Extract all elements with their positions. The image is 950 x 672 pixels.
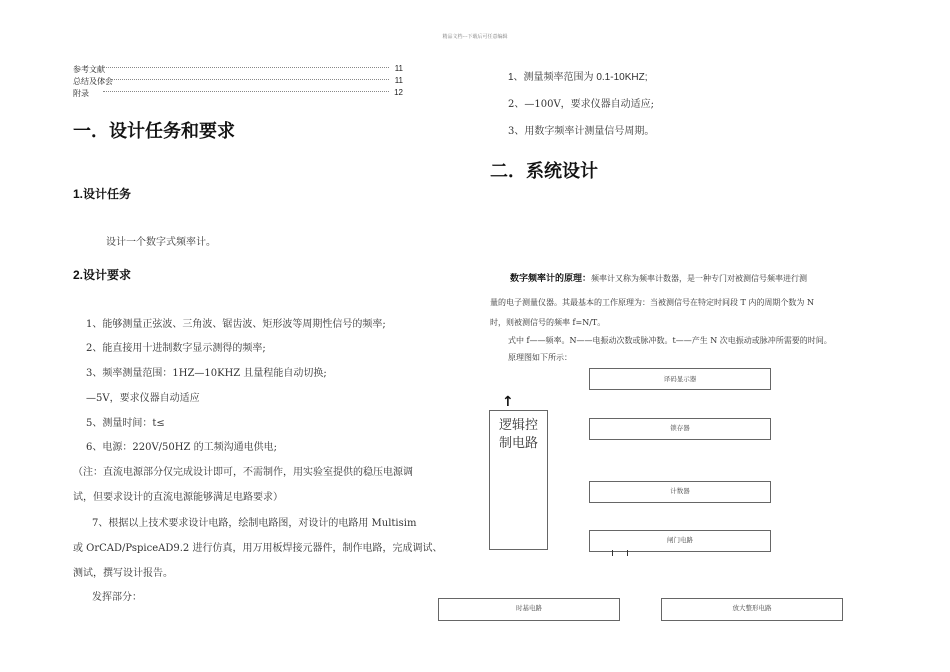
req-item-7-line-1: 7、根据以上技术要求设计电路，绘制电路图，对设计的电路用 Multisim bbox=[92, 518, 417, 529]
gate-input-line bbox=[627, 550, 628, 556]
latch-box: 锁存器 bbox=[589, 418, 771, 440]
principle-line-4: 式中 f——频率。N——电振动次数或脉冲数。t——产生 N 次电振动或脉冲所需要的时间。 bbox=[508, 336, 832, 345]
heading-design-task: 1.设计任务 bbox=[73, 187, 132, 201]
principle-line-2: 量的电子测量仪器。其最基本的工作原理为：当被测信号在特定时间段 T 内的周期个数为 N bbox=[490, 298, 814, 307]
principle-paragraph-line-1 bbox=[510, 271, 807, 284]
section-title-design-task: 一．设计任务和要求 bbox=[73, 121, 235, 142]
gate-circuit-box: 闸门电路 bbox=[589, 530, 771, 552]
toc-entry-appendix[interactable] bbox=[73, 88, 403, 99]
page-header: 精品文档---下载后可任意编辑 bbox=[442, 34, 508, 40]
logic-control-box bbox=[489, 410, 548, 550]
toc-label: 总结及体会 bbox=[73, 77, 113, 86]
heading-design-requirements: 2.设计要求 bbox=[73, 268, 132, 282]
logic-control-label: 逻辑控制电路 bbox=[498, 418, 538, 451]
timebase-box: 时基电路 bbox=[438, 598, 620, 621]
ext-item-1: 1、测量频率范围为 0.1-10KHZ; bbox=[508, 72, 648, 83]
toc-leader bbox=[103, 79, 389, 80]
toc-label: 参考文献 bbox=[73, 65, 105, 74]
req-item-5: 5、测量时间：t≤ bbox=[86, 418, 165, 429]
toc-page: 11 bbox=[394, 76, 403, 85]
req-item-6: 6、电源：220V/50HZ 的工频沟通电供电; bbox=[86, 442, 277, 453]
toc-leader bbox=[103, 67, 389, 68]
toc-entry-summary[interactable] bbox=[73, 76, 403, 87]
req-item-2: 2、能直接用十进制数字显示测得的频率; bbox=[86, 343, 266, 354]
toc-page: 11 bbox=[394, 64, 403, 73]
ext-item-3: 3、用数字频率计测量信号周期。 bbox=[508, 126, 655, 137]
amplifier-shaper-box: 放大整形电路 bbox=[661, 598, 843, 621]
toc-label: 附录 bbox=[73, 89, 89, 98]
req-note-line-2: 试，但要求设计的直流电源能够满足电路要求） bbox=[73, 492, 283, 503]
principle-line-5: 原理图如下所示： bbox=[508, 353, 572, 362]
toc-entry-references[interactable] bbox=[73, 64, 403, 75]
up-arrow-icon: ↑ bbox=[502, 394, 514, 410]
decoder-display-box: 译码显示器 bbox=[589, 368, 771, 390]
counter-box: 计数器 bbox=[589, 481, 771, 503]
extension-label: 发挥部分： bbox=[92, 592, 142, 603]
gate-input-line bbox=[612, 550, 613, 556]
ext-item-2: 2、—100V，要求仪器自动适应; bbox=[508, 99, 655, 110]
principle-text: 频率计又称为频率计数器，是一种专门对被测信号频率进行测 bbox=[591, 274, 808, 283]
section-title-system-design: 二．系统设计 bbox=[490, 161, 598, 182]
toc-page: 12 bbox=[394, 88, 403, 97]
req-note-line-1: （注：直流电源部分仅完成设计即可，不需制作，用实验室提供的稳压电源调 bbox=[73, 467, 413, 478]
req-item-3: 3、频率测量范围：1HZ—10KHZ 且量程能自动切换; bbox=[86, 368, 327, 379]
req-item-1: 1、能够测量正弦波、三角波、锯齿波、矩形波等周期性信号的频率; bbox=[86, 319, 386, 330]
principle-line-3: 时，则被测信号的频率 f=N/T。 bbox=[490, 318, 606, 327]
req-item-4: —5V，要求仪器自动适应 bbox=[86, 393, 200, 404]
principle-label: 数字频率计的原理： bbox=[510, 274, 592, 284]
task-text: 设计一个数字式频率计。 bbox=[106, 237, 216, 248]
toc-leader bbox=[103, 91, 389, 92]
req-item-7-line-3: 测试，撰写设计报告。 bbox=[73, 568, 173, 579]
req-item-7-line-2: 或 OrCAD/PspiceAD9.2 进行仿真，用万用板焊接元器件，制作电路，完成调试、 bbox=[73, 543, 443, 554]
